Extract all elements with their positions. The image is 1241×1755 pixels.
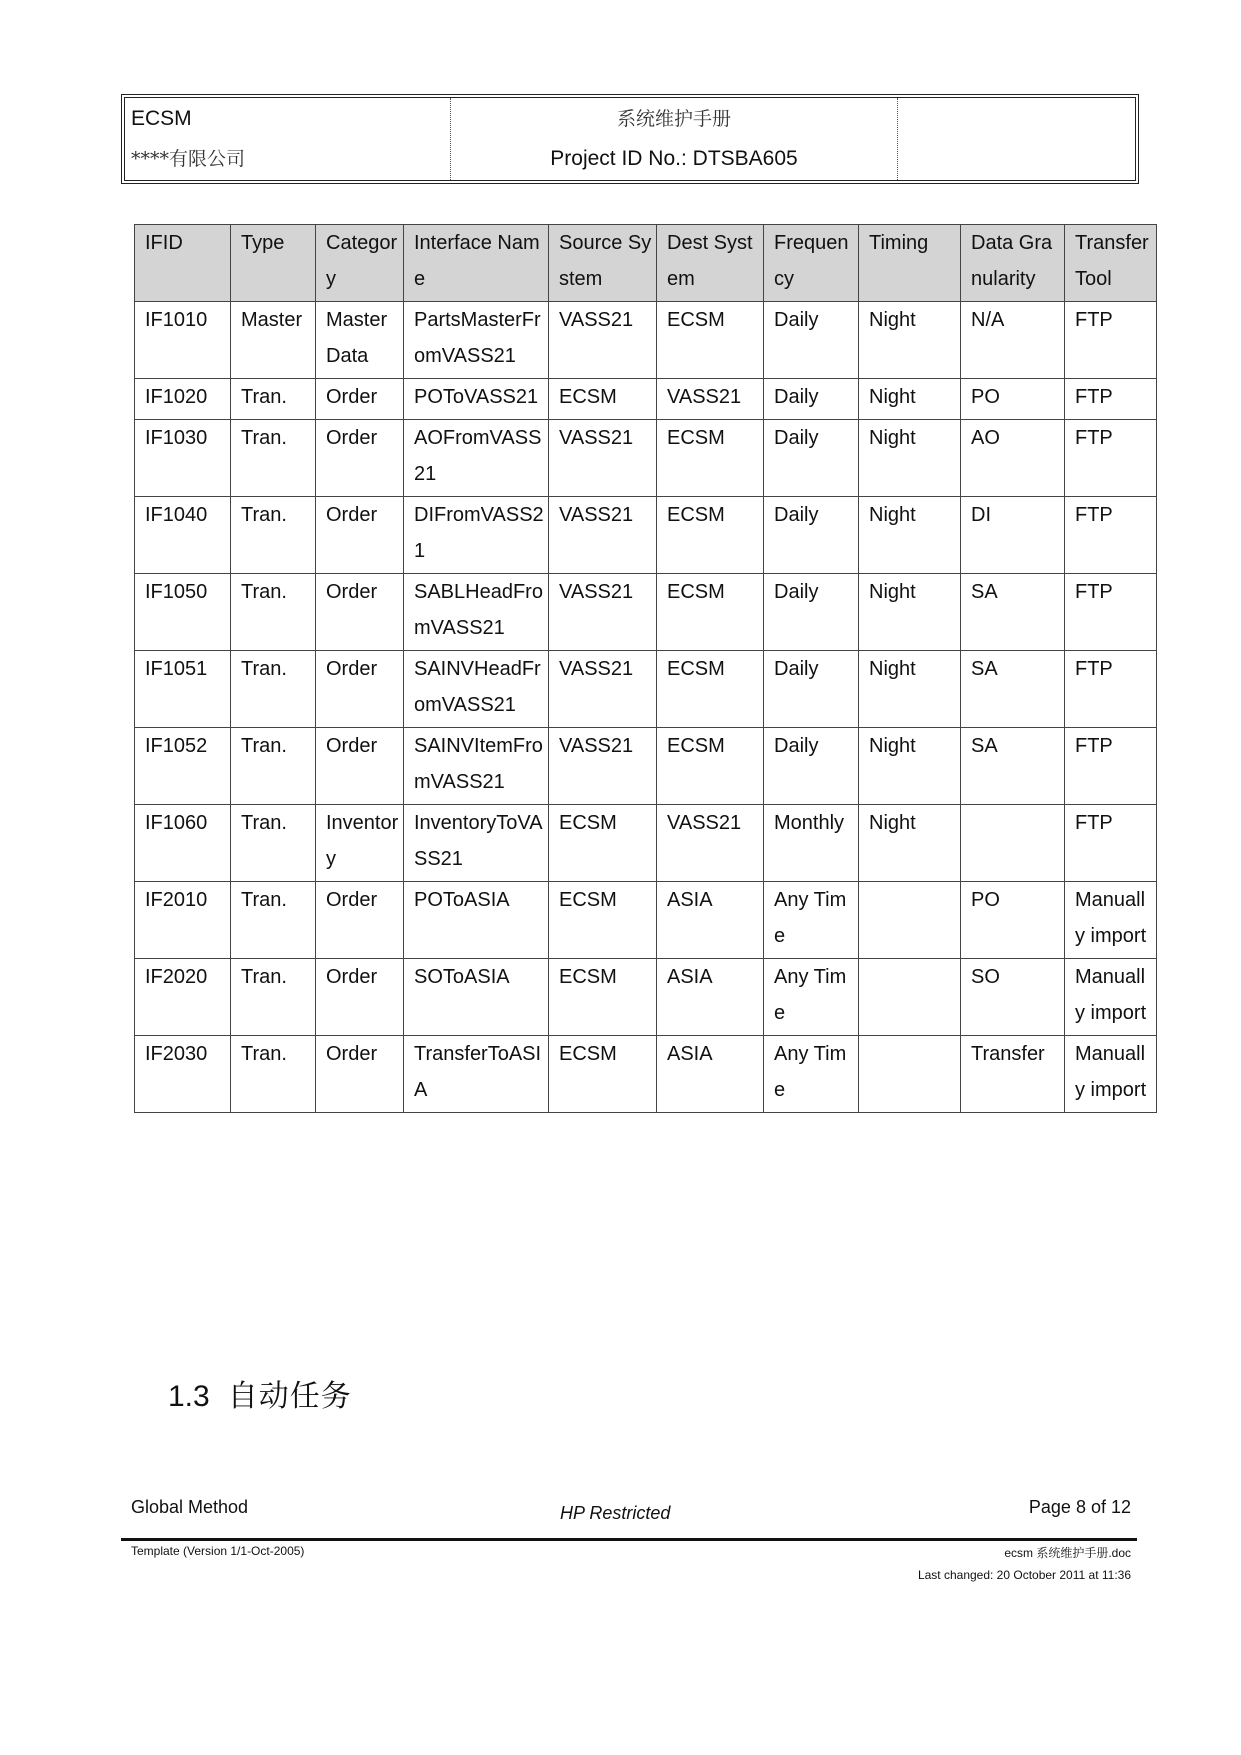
table-cell: ECSM	[657, 302, 764, 379]
table-cell: Order	[316, 497, 404, 574]
table-cell: Tran.	[231, 1036, 316, 1113]
table-cell: SA	[961, 651, 1065, 728]
section-title: 自动任务	[227, 1379, 352, 1414]
table-cell	[961, 805, 1065, 882]
table-cell: ECSM	[549, 882, 657, 959]
footer-template-version: Template (Version 1/1-Oct-2005)	[131, 1544, 305, 1558]
table-cell: InventoryToVASS21	[404, 805, 549, 882]
footer-filename: ecsm 系统维护手册.doc	[1004, 1546, 1131, 1560]
table-cell: ECSM	[549, 805, 657, 882]
table-cell: Daily	[764, 302, 859, 379]
header-project-id: Project ID No.: DTSBA605	[550, 147, 798, 170]
table-row	[135, 882, 1157, 959]
table-cell	[859, 1036, 961, 1113]
table-cell: DIFromVASS21	[404, 497, 549, 574]
table-cell: ASIA	[657, 882, 764, 959]
table-cell: IF1051	[135, 651, 231, 728]
table-cell: Order	[316, 728, 404, 805]
table-cell: Night	[859, 805, 961, 882]
table-cell: SA	[961, 574, 1065, 651]
table-cell: VASS21	[657, 379, 764, 420]
table-cell: Tran.	[231, 651, 316, 728]
table-cell: Any Time	[764, 959, 859, 1036]
table-cell: IF1040	[135, 497, 231, 574]
table-cell: POToASIA	[404, 882, 549, 959]
table-cell: FTP	[1065, 302, 1157, 379]
table-cell	[859, 959, 961, 1036]
table-cell: AO	[961, 420, 1065, 497]
table-cell: Tran.	[231, 574, 316, 651]
table-cell: VASS21	[549, 302, 657, 379]
table-cell: ECSM	[657, 497, 764, 574]
table-cell: Daily	[764, 497, 859, 574]
table-cell: PO	[961, 882, 1065, 959]
table-cell: SA	[961, 728, 1065, 805]
table-cell: IF1050	[135, 574, 231, 651]
table-cell: Inventory	[316, 805, 404, 882]
table-cell: SO	[961, 959, 1065, 1036]
table-cell: Manually import	[1065, 1036, 1157, 1113]
column-header: Interface Name	[404, 225, 549, 302]
table-cell: Tran.	[231, 882, 316, 959]
table-cell: Monthly	[764, 805, 859, 882]
table-row	[135, 420, 1157, 497]
table-cell: Manually import	[1065, 882, 1157, 959]
table-cell: FTP	[1065, 651, 1157, 728]
table-cell: IF1060	[135, 805, 231, 882]
table-cell: Tran.	[231, 420, 316, 497]
header-doc-title: 系统维护手册	[616, 108, 731, 130]
table-cell: VASS21	[549, 420, 657, 497]
table-cell: VASS21	[549, 728, 657, 805]
table-cell: Transfer	[961, 1036, 1065, 1113]
table-cell: DI	[961, 497, 1065, 574]
table-cell: FTP	[1065, 805, 1157, 882]
table-cell: IF1010	[135, 302, 231, 379]
interface-table	[134, 224, 1157, 1113]
header-product: ECSM	[131, 107, 192, 130]
footer-classification: HP Restricted	[560, 1503, 671, 1523]
table-cell: AOFromVASS21	[404, 420, 549, 497]
header-right-cell	[898, 98, 1136, 180]
table-cell: Tran.	[231, 379, 316, 420]
table-cell: Master	[231, 302, 316, 379]
table-cell: Daily	[764, 379, 859, 420]
table-cell: SAINVHeadFromVASS21	[404, 651, 549, 728]
table-cell: IF2030	[135, 1036, 231, 1113]
column-header: Data Granularity	[961, 225, 1065, 302]
table-cell: SOToASIA	[404, 959, 549, 1036]
table-cell: POToVASS21	[404, 379, 549, 420]
table-cell: Manually import	[1065, 959, 1157, 1036]
column-header: Transfer Tool	[1065, 225, 1157, 302]
table-cell: FTP	[1065, 420, 1157, 497]
table-cell: FTP	[1065, 728, 1157, 805]
table-cell: FTP	[1065, 497, 1157, 574]
table-cell: Order	[316, 651, 404, 728]
table-row	[135, 651, 1157, 728]
table-cell: Any Time	[764, 1036, 859, 1113]
table-cell: Night	[859, 379, 961, 420]
table-cell: ECSM	[549, 1036, 657, 1113]
table-cell: SABLHeadFromVASS21	[404, 574, 549, 651]
table-cell: IF2020	[135, 959, 231, 1036]
table-cell: Night	[859, 497, 961, 574]
table-cell: PartsMasterFromVASS21	[404, 302, 549, 379]
table-cell: Order	[316, 379, 404, 420]
table-row	[135, 379, 1157, 420]
table-cell: Night	[859, 651, 961, 728]
table-header-row	[135, 225, 1157, 302]
table-cell: ECSM	[549, 959, 657, 1036]
table-cell: IF2010	[135, 882, 231, 959]
table-cell: IF1020	[135, 379, 231, 420]
table-cell	[859, 882, 961, 959]
table-cell: VASS21	[549, 651, 657, 728]
table-cell: Daily	[764, 574, 859, 651]
header-center-cell	[451, 98, 898, 180]
table-cell: SAINVItemFromVASS21	[404, 728, 549, 805]
section-heading	[168, 1375, 352, 1419]
table-cell: IF1030	[135, 420, 231, 497]
table-cell: Tran.	[231, 959, 316, 1036]
page-header	[121, 94, 1139, 184]
table-row	[135, 574, 1157, 651]
table-row	[135, 728, 1157, 805]
table-cell: ECSM	[657, 728, 764, 805]
table-cell: Night	[859, 728, 961, 805]
table-cell: TransferToASIA	[404, 1036, 549, 1113]
footer-page-number: Page 8 of 12	[1028, 1497, 1131, 1517]
table-cell: Order	[316, 420, 404, 497]
table-cell: Daily	[764, 728, 859, 805]
header-company: ****有限公司	[131, 148, 246, 170]
table-cell: Tran.	[231, 497, 316, 574]
table-cell: FTP	[1065, 574, 1157, 651]
table-cell: ASIA	[657, 1036, 764, 1113]
table-cell: Master Data	[316, 302, 404, 379]
footer-divider	[121, 1538, 1137, 1541]
table-cell: Any Time	[764, 882, 859, 959]
table-cell: Tran.	[231, 805, 316, 882]
table-cell: FTP	[1065, 379, 1157, 420]
table-body	[135, 302, 1157, 1113]
table-cell: IF1052	[135, 728, 231, 805]
column-header: Frequency	[764, 225, 859, 302]
table-row	[135, 805, 1157, 882]
table-cell: Night	[859, 420, 961, 497]
table-cell: ASIA	[657, 959, 764, 1036]
footer-last-changed: Last changed: 20 October 2011 at 11:36	[917, 1568, 1131, 1582]
table-cell: Order	[316, 959, 404, 1036]
table-cell: Order	[316, 1036, 404, 1113]
column-header: Dest System	[657, 225, 764, 302]
table-cell: Night	[859, 574, 961, 651]
section-number: 1.3	[168, 1380, 210, 1413]
table-cell: Order	[316, 882, 404, 959]
table-cell: PO	[961, 379, 1065, 420]
table-cell: ECSM	[657, 651, 764, 728]
column-header: Category	[316, 225, 404, 302]
table-row	[135, 302, 1157, 379]
table-cell: Daily	[764, 420, 859, 497]
table-cell: VASS21	[657, 805, 764, 882]
table-cell: Tran.	[231, 728, 316, 805]
table-cell: VASS21	[549, 497, 657, 574]
table-row	[135, 959, 1157, 1036]
column-header: IFID	[135, 225, 231, 302]
table-row	[135, 1036, 1157, 1113]
table-cell: ECSM	[657, 420, 764, 497]
table-cell: Night	[859, 302, 961, 379]
table-row	[135, 497, 1157, 574]
table-cell: Order	[316, 574, 404, 651]
table-cell: ECSM	[657, 574, 764, 651]
column-header: Timing	[859, 225, 961, 302]
table-cell: N/A	[961, 302, 1065, 379]
column-header: Source System	[549, 225, 657, 302]
table-cell: VASS21	[549, 574, 657, 651]
table-cell: ECSM	[549, 379, 657, 420]
column-header: Type	[231, 225, 316, 302]
footer-method: Global Method	[131, 1497, 249, 1517]
header-left-cell	[125, 98, 451, 180]
table-cell: Daily	[764, 651, 859, 728]
